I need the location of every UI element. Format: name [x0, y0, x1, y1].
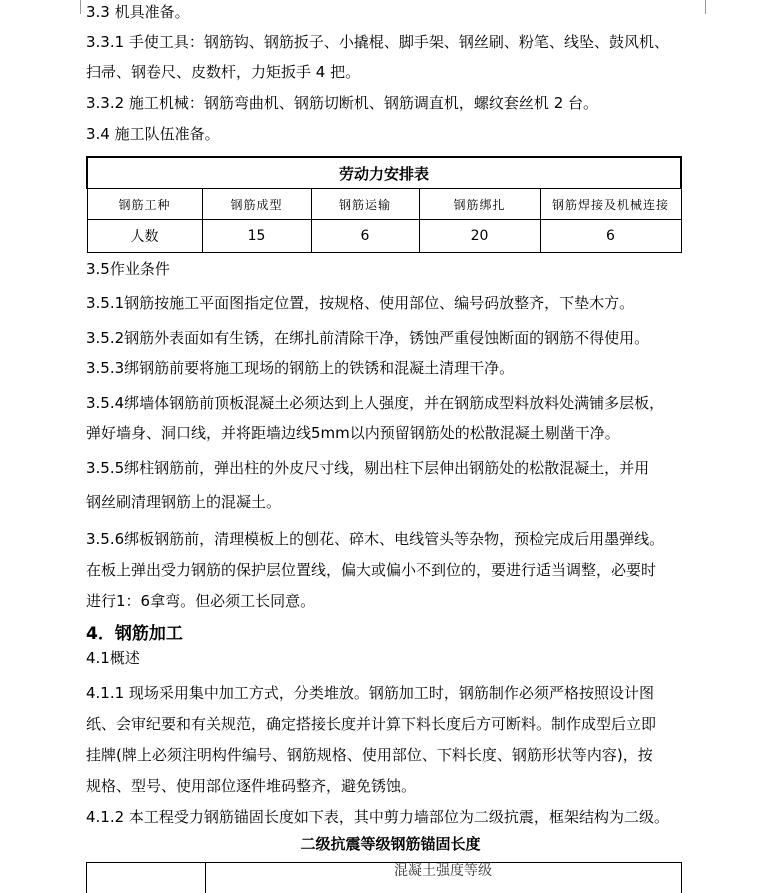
labor-value-cell: 20 [419, 220, 540, 253]
labor-table [86, 156, 682, 253]
anchor-table-subheader: 混凝土强度等级 [205, 863, 680, 893]
line-3-3-1: 3.3.1 手使工具：钢筋钩、钢筋扳子、小撬棍、脚手架、钢丝刷、粉笔、线坠、鼓风机、 [86, 33, 669, 51]
line-3-5-5: 3.5.5绑柱钢筋前，弹出柱的外皮尺寸线，剔出柱下层伸出钢筋处的松散混凝土，并用 [86, 459, 650, 477]
labor-header-cell: 钢筋成型 [202, 189, 311, 220]
labor-header-cell: 钢筋运输 [311, 189, 419, 220]
anchor-table-title: 二级抗震等级钢筋锚固长度 [300, 835, 481, 853]
anchor-table [86, 862, 682, 893]
line-3-5-1: 3.5.1钢筋按施工平面图指定位置，按规格、使用部位、编号码放整齐，下垫木方。 [86, 294, 635, 312]
line-3-5-6-cont1: 在板上弹出受力钢筋的保护层位置线，偏大或偏小不到位的，要进行适当调整，必要时 [86, 561, 657, 579]
line-3-4: 3.4 施工队伍准备。 [86, 125, 220, 143]
line-3-3: 3.3 机具准备。 [86, 3, 190, 21]
line-3-3-1-cont: 扫帚、钢卷尺、皮数杆，力矩扳手 4 把。 [86, 63, 361, 81]
labor-value-cell: 6 [540, 220, 681, 253]
labor-value-cell: 人数 [87, 220, 202, 253]
page-corner-mark-right [705, 0, 720, 14]
labor-header-cell: 钢筋绑扎 [419, 189, 540, 220]
line-4-1-1-cont1: 纸、会审纪要和有关规范，确定搭接长度并计算下料长度后方可断料。制作成型后立即 [86, 715, 657, 733]
line-3-5-4-cont: 弹好墙身、洞口线，并将距墙边线5mm以内预留钢筋处的松散混凝土剔凿干净。 [86, 424, 620, 442]
line-4-1-1: 4.1.1 现场采用集中加工方式，分类堆放。钢筋加工时，钢筋制作必须严格按照设计图 [86, 684, 654, 702]
line-3-5-2: 3.5.2钢筋外表面如有生锈，在绑扎前清除干净，锈蚀严重侵蚀断面的钢筋不得使用。 [86, 329, 650, 347]
line-3-5-6-cont2: 进行1：6拿弯。但必须工长同意。 [86, 592, 316, 610]
section-heading-4: 4．钢筋加工 [86, 624, 183, 644]
line-3-5-4: 3.5.4绑墙体钢筋前顶板混凝土必须达到上人强度，并在钢筋成型料放料处满铺多层板， [86, 394, 665, 412]
labor-table-title: 劳动力安排表 [87, 157, 681, 189]
line-3-3-2: 3.3.2 施工机械：钢筋弯曲机、钢筋切断机、钢筋调直机，螺纹套丝机 2 台。 [86, 94, 599, 112]
labor-header-cell: 钢筋工种 [87, 189, 202, 220]
labor-value-cell: 6 [311, 220, 419, 253]
line-4-1-1-cont3: 规格、型号、使用部位逐件堆码整齐，避免锈蚀。 [86, 777, 417, 795]
line-3-5-6: 3.5.6绑板钢筋前，清理模板上的刨花、碎木、电线管头等杂物，预检完成后用墨弹线。 [86, 530, 665, 548]
line-3-5-3: 3.5.3绑钢筋前要将施工现场的钢筋上的铁锈和混凝土清理干净。 [86, 359, 515, 377]
labor-header-cell: 钢筋焊接及机械连接 [540, 189, 681, 220]
page-corner-mark-left [66, 0, 81, 14]
line-3-5-5-cont: 钢丝刷清理钢筋上的混凝土。 [86, 493, 282, 511]
labor-value-cell: 15 [202, 220, 311, 253]
line-3-5: 3.5作业条件 [86, 260, 170, 278]
line-4-1-2: 4.1.2 本工程受力钢筋锚固长度如下表，其中剪力墙部位为二级抗震，框架结构为二级。 [86, 808, 669, 826]
line-4-1-1-cont2: 挂牌(牌上必须注明构件编号、钢筋规格、使用部位、下料长度、钢筋形状等内容)，按 [86, 746, 653, 764]
line-4-1: 4.1概述 [86, 649, 140, 667]
